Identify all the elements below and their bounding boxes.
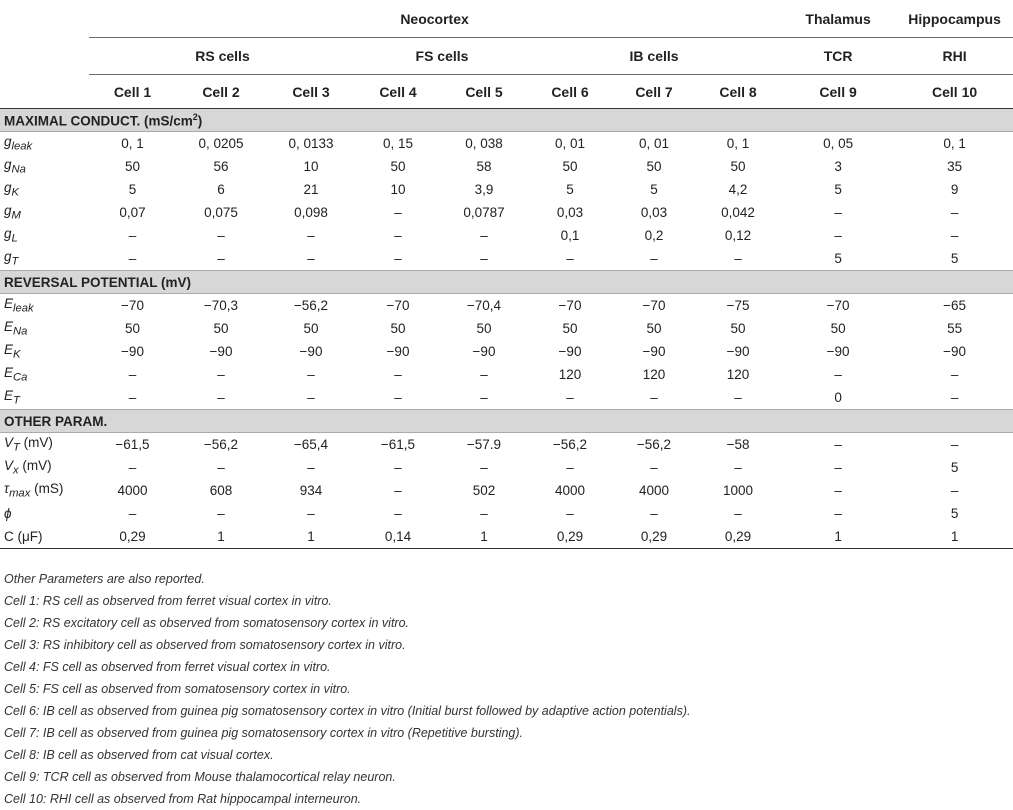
table-cell: −90: [642, 344, 666, 359]
table-cell: −65: [943, 298, 967, 313]
parameter-symbol: g: [4, 180, 12, 196]
table-row: [0, 224, 1013, 247]
table-cell: 21: [303, 182, 319, 197]
parameter-symbol: E: [4, 365, 14, 381]
footnote: Cell 9: TCR cell as observed from Mouse thalamocortical relay neuron.: [4, 770, 396, 784]
parameter-unit: (mV): [18, 458, 52, 474]
table-cell: 50: [124, 159, 141, 174]
region-header-row: [0, 0, 1013, 38]
table-cell: –: [128, 390, 137, 405]
table-cell: −90: [826, 344, 850, 359]
parameter-symbol: E: [4, 319, 14, 335]
cell-header: Cell 5: [440, 75, 528, 109]
table-cell: 1000: [723, 483, 754, 498]
table-cell: 934: [299, 483, 323, 498]
table-cell: –: [834, 205, 842, 220]
region-hippocampus: Hippocampus: [908, 10, 1001, 27]
table-cell: –: [566, 460, 574, 475]
table-cell: –: [128, 367, 137, 382]
footnote: Other Parameters are also reported.: [4, 572, 205, 586]
table-cell: –: [480, 367, 488, 382]
table-cell: 55: [947, 321, 963, 336]
table-cell: 0,1: [560, 228, 580, 243]
table-cell: 5: [950, 460, 959, 475]
table-cell: −90: [121, 344, 144, 359]
table-row: [0, 386, 1013, 410]
table-cell: −56,2: [636, 437, 672, 452]
table-cell: 0, 0133: [288, 136, 334, 151]
footnote: Cell 4: FS cell as observed from ferret visual cortex in vitro.: [4, 660, 331, 674]
table-cell: 4000: [554, 483, 586, 498]
table-cell: –: [566, 251, 574, 266]
parameter-symbol: E: [4, 342, 14, 358]
table-cell: 50: [730, 321, 746, 336]
table-cell: 50: [124, 321, 141, 336]
table-cell: –: [394, 483, 402, 498]
table-cell: 0,29: [89, 525, 176, 549]
section-title-text: REVERSAL POTENTIAL (mV): [4, 274, 192, 290]
parameter-label: [0, 155, 89, 178]
footnote: Cell 1: RS cell as observed from ferret visual cortex in vitro.: [4, 594, 332, 608]
table-cell: 0,29: [612, 525, 696, 549]
cell-header: Cell 9: [780, 75, 896, 109]
parameter-subscript: x: [13, 464, 19, 477]
table-cell: –: [950, 390, 959, 405]
table-cell: 0, 15: [382, 136, 414, 151]
table-cell: 56: [213, 159, 229, 174]
table-cell: −70: [642, 298, 666, 313]
table-cell: 0, 01: [638, 136, 670, 151]
table-cell: –: [734, 506, 742, 521]
table-cell: −70: [558, 298, 582, 313]
table-cell: 0,07: [119, 205, 146, 220]
parameter-label: [0, 247, 89, 271]
table-cell: –: [834, 437, 842, 452]
table-row: [0, 201, 1013, 224]
table-cell: −70,3: [203, 298, 239, 313]
table-cell: –: [307, 251, 315, 266]
table-cell: –: [394, 460, 402, 475]
table-cell: –: [128, 228, 137, 243]
table-body: [0, 109, 1013, 549]
parameter-symbol: E: [4, 296, 14, 312]
table-cell: 9: [950, 182, 959, 197]
section-header: [0, 109, 1013, 132]
section-header: [0, 271, 1013, 294]
footnotes: [4, 568, 690, 810]
table-cell: –: [566, 506, 574, 521]
parameter-label: [0, 201, 89, 224]
table-cell: −65,4: [293, 437, 329, 452]
table-row: [0, 340, 1013, 363]
table-cell: –: [480, 228, 488, 243]
table-cell: –: [734, 251, 742, 266]
parameter-unit: (mV): [19, 435, 53, 451]
parameter-symbol: ϕ: [4, 506, 12, 521]
table-cell: –: [834, 367, 842, 382]
table-cell: 10: [303, 159, 319, 174]
table-cell: –: [217, 506, 225, 521]
section-title-text: MAXIMAL CONDUCT. (mS/cm: [4, 113, 193, 129]
table-cell: –: [307, 390, 315, 405]
table-cell: –: [480, 251, 488, 266]
parameter-label: [0, 479, 89, 502]
table-cell: –: [307, 228, 315, 243]
table-cell: 4,2: [728, 182, 748, 197]
table-cell: 0, 038: [465, 136, 503, 151]
table-cell: 5: [834, 182, 842, 197]
table-cell: –: [394, 367, 402, 382]
table-cell: 120: [726, 367, 750, 382]
table-row: [0, 363, 1013, 386]
table-cell: 3,9: [474, 182, 494, 197]
footnote: Cell 6: IB cell as observed from guinea pig somatosensory cortex in vitro (Initial burst followed by adaptive action potentials).: [4, 704, 691, 718]
table-cell: –: [950, 483, 959, 498]
table-cell: –: [394, 506, 402, 521]
table-cell: −90: [299, 344, 323, 359]
table-row: [0, 178, 1013, 201]
group-tcr: TCR: [780, 38, 896, 75]
table-cell: –: [394, 390, 402, 405]
parameter-symbol: g: [4, 249, 12, 265]
table-cell: –: [307, 506, 315, 521]
table-cell: 50: [562, 159, 578, 174]
table-cell: 0, 1: [726, 136, 750, 151]
parameter-label: [0, 317, 89, 340]
table-row: [0, 456, 1013, 479]
table-cell: −61,5: [115, 437, 150, 452]
table-cell: 0, 0205: [198, 136, 244, 151]
footnote: Cell 10: RHI cell as observed from Rat hippocampal interneuron.: [4, 792, 362, 806]
parameter-label: [0, 294, 89, 318]
parameter-label: [0, 178, 89, 201]
table-cell: −70: [826, 298, 850, 313]
table-cell: 5: [566, 182, 574, 197]
table-cell: –: [834, 460, 842, 475]
parameter-symbol: C (μF): [4, 529, 43, 544]
table-cell: 0, 05: [823, 136, 854, 151]
table-cell: –: [128, 506, 137, 521]
table-cell: –: [128, 251, 137, 266]
table-cell: −57.9: [466, 437, 502, 452]
table-cell: 0,098: [294, 205, 328, 220]
table-cell: –: [650, 460, 658, 475]
table-cell: –: [566, 390, 574, 405]
table-cell: 0,29: [528, 525, 612, 549]
table-cell: 1: [896, 525, 1013, 549]
parameter-subscript: leak: [13, 302, 34, 315]
table-cell: –: [950, 228, 959, 243]
parameter-label: [0, 340, 89, 363]
table-cell: −61,5: [380, 437, 416, 452]
cell-header-row: [0, 75, 1013, 109]
footnote: Cell 7: IB cell as observed from guinea pig somatosensory cortex in vitro (Repetitive bursting).: [4, 726, 523, 740]
footnote: Cell 2: RS excitatory cell as observed from somatosensory cortex in vitro.: [4, 616, 410, 630]
parameter-subscript: L: [11, 232, 18, 245]
table-cell: –: [217, 367, 225, 382]
table-cell: –: [480, 506, 488, 521]
group-fs: FS cells: [356, 38, 528, 75]
table-cell: 0,03: [556, 205, 584, 220]
parameter-subscript: leak: [11, 140, 33, 153]
table-cell: 120: [558, 367, 582, 382]
table-cell: 1: [780, 525, 896, 549]
section-title-superscript: 2: [192, 111, 198, 122]
parameter-label: [0, 132, 89, 156]
table-cell: 50: [390, 159, 406, 174]
section-title-text: OTHER PARAM.: [4, 413, 108, 429]
table-cell: –: [480, 390, 488, 405]
group-ib: IB cells: [528, 38, 780, 75]
table-cell: −70,4: [466, 298, 502, 313]
table-cell: 50: [390, 321, 406, 336]
table-cell: −75: [726, 298, 750, 313]
parameter-subscript: Ca: [13, 371, 28, 384]
table-cell: –: [217, 228, 225, 243]
table-cell: −90: [209, 344, 233, 359]
cell-header: Cell 2: [176, 75, 266, 109]
table-cell: –: [650, 506, 658, 521]
group-rs: RS cells: [89, 38, 356, 75]
table-cell: 50: [646, 159, 662, 174]
table-cell: –: [128, 460, 137, 475]
parameter-symbol: g: [4, 203, 12, 219]
group-header-row: [0, 38, 1013, 75]
table-row: [0, 317, 1013, 340]
table-row: [0, 247, 1013, 271]
cell-header: Cell 3: [266, 75, 356, 109]
table-cell: 1: [176, 525, 266, 549]
table-cell: 0, 01: [554, 136, 586, 151]
table-cell: 608: [209, 483, 233, 498]
table-cell: –: [650, 251, 658, 266]
section-title: [0, 410, 1013, 433]
cell-header: Cell 8: [696, 75, 780, 109]
table-cell: 0,0787: [463, 205, 505, 220]
table-row: [0, 132, 1013, 156]
parameter-label: [0, 386, 89, 410]
table-cell: 0: [834, 390, 842, 405]
cell-header: Cell 1: [89, 75, 176, 109]
table-row: [0, 502, 1013, 525]
table-cell: –: [480, 460, 488, 475]
table-cell: 6: [217, 182, 225, 197]
cell-header: Cell 4: [356, 75, 440, 109]
table-cell: 4000: [117, 483, 148, 498]
table-cell: 58: [476, 159, 492, 174]
footnote: Cell 3: RS inhibitory cell as observed from somatosensory cortex in vitro.: [4, 638, 406, 652]
parameter-subscript: Na: [11, 163, 26, 176]
table-cell: −58: [726, 437, 750, 452]
table-cell: –: [834, 228, 842, 243]
table-cell: –: [394, 228, 402, 243]
section-header: [0, 410, 1013, 433]
parameter-label: [0, 363, 89, 386]
table-cell: 3: [834, 159, 842, 174]
table-cell: 0,29: [696, 525, 780, 549]
table-cell: –: [217, 251, 225, 266]
table-cell: −70: [386, 298, 410, 313]
parameter-unit: (mS): [30, 481, 64, 497]
section-title: [0, 271, 1013, 294]
table-cell: –: [834, 483, 842, 498]
table-cell: 1: [266, 525, 356, 549]
table-cell: −90: [943, 344, 967, 359]
table-cell: 5: [950, 506, 959, 521]
table-cell: 50: [646, 321, 662, 336]
table-cell: 0, 1: [121, 136, 144, 151]
table-cell: –: [307, 367, 315, 382]
table-cell: 35: [947, 159, 963, 174]
table-row: [0, 479, 1013, 502]
parameter-subscript: T: [11, 255, 19, 268]
parameter-symbol: V: [4, 458, 14, 474]
parameter-subscript: K: [11, 186, 20, 199]
table-cell: 0, 1: [943, 136, 966, 151]
table-cell: 10: [390, 182, 406, 197]
table-cell: 50: [303, 321, 319, 336]
table-cell: –: [650, 390, 658, 405]
table-row: [0, 155, 1013, 178]
table-cell: 0,14: [356, 525, 440, 549]
parameter-subscript: Na: [13, 325, 28, 338]
table-cell: –: [734, 390, 742, 405]
table-cell: 50: [830, 321, 846, 336]
table-cell: 0,042: [721, 205, 755, 220]
parameter-label: [0, 525, 89, 549]
table-cell: −90: [558, 344, 582, 359]
table-cell: −90: [726, 344, 750, 359]
table-cell: 5: [834, 251, 842, 266]
parameter-subscript: max: [9, 487, 31, 500]
table-cell: 120: [642, 367, 666, 382]
table-row: [0, 525, 1013, 549]
table-cell: –: [834, 506, 842, 521]
table-cell: 0,2: [644, 228, 664, 243]
table-cell: 5: [128, 182, 137, 197]
table-cell: –: [217, 460, 225, 475]
table-cell: –: [217, 390, 225, 405]
section-title-end: ): [197, 113, 203, 129]
parameter-symbol: V: [4, 435, 14, 451]
table-cell: 0,075: [204, 205, 238, 220]
parameter-symbol: g: [4, 226, 12, 242]
table-cell: −56,2: [293, 298, 329, 313]
parameter-symbol: g: [4, 157, 12, 173]
table-cell: 502: [472, 483, 496, 498]
table-cell: 50: [213, 321, 229, 336]
table-cell: –: [950, 437, 959, 452]
table-row: [0, 433, 1013, 457]
table-cell: –: [394, 251, 402, 266]
parameter-label: [0, 224, 89, 247]
table-cell: 5: [650, 182, 658, 197]
table-cell: –: [950, 367, 959, 382]
parameter-subscript: T: [13, 394, 20, 407]
cell-header: Cell 6: [528, 75, 612, 109]
table-cell: 50: [476, 321, 492, 336]
table-cell: 1: [440, 525, 528, 549]
parameter-symbol: E: [4, 388, 14, 404]
parameter-label: [0, 502, 89, 525]
parameter-symbol: τ: [4, 481, 10, 497]
table-cell: 50: [562, 321, 578, 336]
section-title: [0, 109, 1013, 132]
table-row: [0, 294, 1013, 318]
parameter-subscript: K: [13, 348, 21, 361]
footnote: Cell 8: IB cell as observed from cat visual cortex.: [4, 748, 274, 762]
table-cell: −56,2: [552, 437, 588, 452]
parameter-subscript: M: [11, 209, 21, 222]
cell-header: Cell 7: [612, 75, 696, 109]
parameter-label: [0, 456, 89, 479]
table-cell: 0,12: [724, 228, 752, 243]
table-cell: −56,2: [203, 437, 239, 452]
table-cell: −70: [121, 298, 144, 313]
parameter-symbol: g: [4, 134, 12, 150]
footnote: Cell 5: FS cell as observed from somatosensory cortex in vitro.: [4, 682, 351, 696]
table-cell: –: [734, 460, 742, 475]
parameter-subscript: T: [13, 441, 20, 454]
table-cell: –: [394, 205, 402, 220]
table-cell: −90: [472, 344, 496, 359]
table-cell: –: [307, 460, 315, 475]
table-cell: −90: [386, 344, 410, 359]
region-thalamus: Thalamus: [805, 10, 871, 27]
table-cell: 5: [950, 251, 959, 266]
table-cell: 4000: [638, 483, 670, 498]
table-cell: 0,03: [640, 205, 668, 220]
group-rhi: RHI: [896, 38, 1013, 75]
parameter-label: [0, 433, 89, 457]
region-neocortex: Neocortex: [400, 10, 469, 27]
table-cell: 50: [730, 159, 746, 174]
cell-header: Cell 10: [896, 75, 1013, 109]
table-cell: –: [950, 205, 959, 220]
